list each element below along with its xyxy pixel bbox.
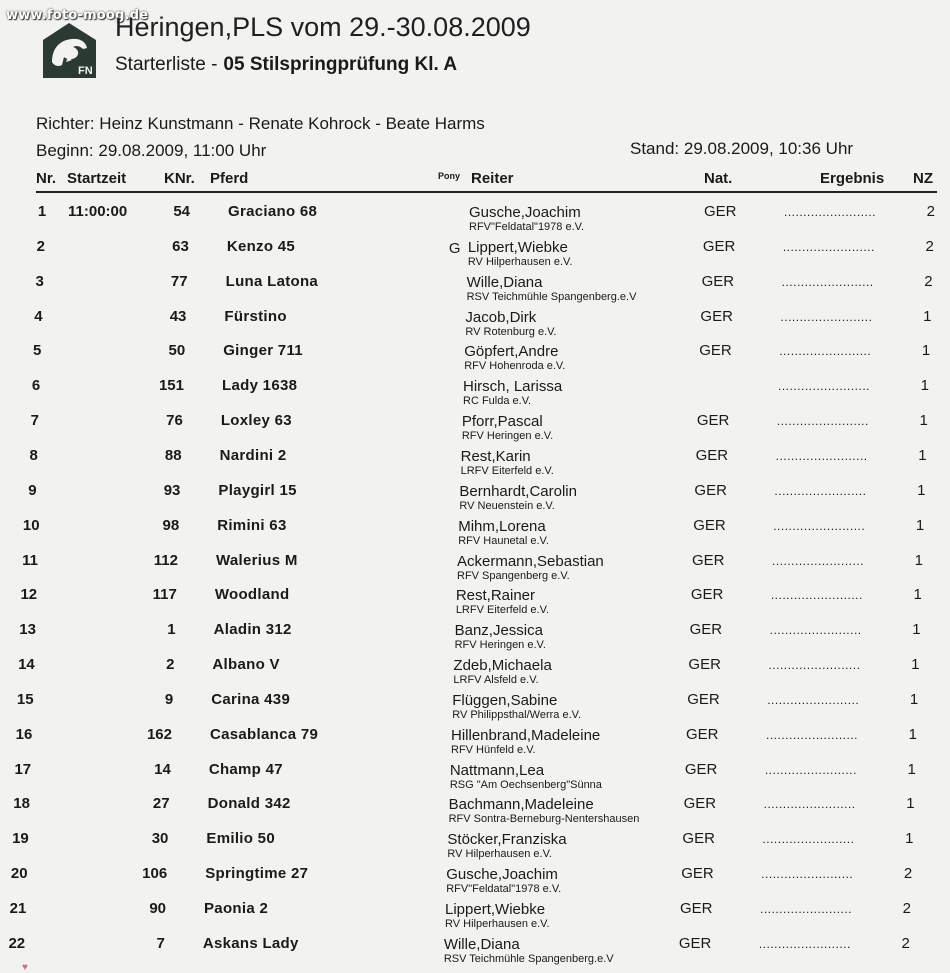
- table-row: [0, 235, 949, 269]
- nz-value: 1: [919, 412, 928, 430]
- rider-name: Rest,Rainer: [455, 587, 536, 605]
- horse-name: Playgirl 15: [218, 481, 297, 499]
- horse-name: Ginger 711: [223, 342, 303, 360]
- result-field: ........................: [762, 832, 855, 847]
- horse-name: Nardini 2: [219, 446, 287, 464]
- begin-time: Beginn: 29.08.2009, 11:00 Uhr: [36, 141, 267, 160]
- horse-name: Paonia 2: [204, 900, 269, 917]
- horse-name: Woodland: [214, 586, 290, 604]
- table-row: [0, 374, 944, 408]
- nz-value: 1: [915, 516, 925, 534]
- table-row: [0, 827, 928, 861]
- head-number: 76: [166, 412, 183, 430]
- head-number: 54: [173, 203, 190, 220]
- table-row: [0, 688, 933, 722]
- nz-value: 1: [912, 621, 921, 639]
- nz-value: 2: [925, 237, 934, 255]
- rider-name: Pforr,Pascal: [461, 413, 543, 431]
- nz-value: 1: [907, 760, 916, 778]
- nz-value: 1: [920, 377, 929, 395]
- nz-value: 2: [924, 272, 933, 290]
- table-row: [0, 583, 937, 617]
- nz-value: 1: [921, 342, 931, 360]
- result-field: ........................: [772, 553, 865, 568]
- row-number: 18: [13, 795, 30, 813]
- table-row: [0, 200, 950, 234]
- table-row: [0, 444, 942, 478]
- horse-name: Casablanca 79: [210, 725, 319, 743]
- nationality: GER: [700, 307, 733, 325]
- row-number: 20: [10, 865, 28, 883]
- subtitle-prefix: Starterliste -: [115, 54, 218, 75]
- rider-club: RSG "Am Oechsenberg"Sünna: [449, 778, 602, 791]
- head-number: 63: [172, 237, 189, 255]
- rider-club: RFV Sontra-Berneburg-Nentershausen: [448, 813, 640, 826]
- row-number: 21: [9, 900, 27, 917]
- row-number: 4: [34, 307, 43, 325]
- result-field: ........................: [769, 623, 862, 638]
- horse-name: Champ 47: [208, 760, 283, 778]
- head-number: 151: [158, 377, 184, 395]
- nz-value: 1: [905, 830, 914, 848]
- row-number: 6: [31, 377, 41, 395]
- rider-club: RSV Teichmühle Spangenberg.e.V: [443, 952, 614, 965]
- head-number: 30: [151, 830, 169, 848]
- row-number: 15: [16, 690, 34, 708]
- result-field: ........................: [774, 483, 867, 498]
- nationality: GER: [684, 760, 718, 778]
- rider-club: LRFV Eiterfeld e.V.: [460, 464, 554, 477]
- row-number: 11: [22, 551, 38, 569]
- result-field: ........................: [764, 762, 857, 777]
- header-nat: Nat.: [704, 170, 733, 187]
- result-field: ........................: [779, 344, 872, 359]
- header-ergebnis: Ergebnis: [820, 170, 885, 187]
- rider-club: RFV Hünfeld e.V.: [451, 743, 536, 756]
- nz-value: 1: [923, 307, 932, 325]
- result-field: ........................: [767, 692, 860, 707]
- heart-icon: ♥: [22, 962, 28, 973]
- result-field: ........................: [781, 274, 874, 289]
- rider-club: RV Rotenburg e.V.: [465, 325, 557, 338]
- row-number: 12: [20, 586, 38, 604]
- competition-name: 05 Stilspringprüfung Kl. A: [223, 54, 458, 75]
- rider-club: RFV Heringen e.V.: [461, 430, 554, 443]
- rider-name: Mihm,Lorena: [458, 517, 546, 535]
- result-field: ........................: [776, 414, 869, 429]
- judges-line: Richter: Heinz Kunstmann - Renate Kohrock - Beate Harms: [36, 114, 485, 133]
- nationality: GER: [687, 690, 720, 708]
- nationality: GER: [692, 551, 725, 569]
- watermark: www.foto-moog.de: [6, 8, 149, 23]
- row-number: 7: [30, 412, 39, 430]
- result-field: ........................: [784, 205, 877, 219]
- row-number: 16: [15, 725, 33, 743]
- nz-value: 1: [909, 690, 919, 708]
- nationality: GER: [683, 795, 717, 813]
- row-number: 9: [28, 481, 37, 499]
- head-number: 117: [152, 586, 177, 604]
- result-field: ........................: [763, 797, 856, 812]
- nationality: GER: [696, 412, 730, 430]
- row-number: 1: [37, 203, 47, 220]
- rider-name: Bernhardt,Carolin: [459, 482, 577, 500]
- rider-name: Hirsch, Larissa: [463, 378, 563, 396]
- row-number: 3: [35, 272, 44, 290]
- table-row: [0, 270, 948, 304]
- rider-name: Nattmann,Lea: [449, 761, 545, 779]
- header-pferd: Pferd: [210, 170, 249, 187]
- rider-club: LRFV Alsfeld e.V.: [453, 674, 539, 687]
- head-number: 162: [146, 725, 172, 743]
- horse-name: Askans Lady: [202, 934, 299, 952]
- rider-club: RFV"Feldatal"1978 e.V.: [469, 221, 585, 233]
- horse-name: Carina 439: [211, 690, 291, 708]
- horse-name: Kenzo 45: [226, 237, 296, 255]
- rider-name: Rest,Karin: [460, 447, 531, 465]
- horse-name: Springtime 27: [205, 865, 309, 883]
- nz-value: 1: [911, 656, 920, 674]
- head-number: 88: [164, 446, 182, 464]
- result-field: ........................: [766, 727, 859, 742]
- horse-name: Loxley 63: [220, 412, 292, 430]
- nationality: GER: [694, 481, 727, 499]
- rider-name: Gusche,Joachim: [469, 204, 581, 221]
- horse-name: Graciano 68: [228, 203, 318, 220]
- nationality: GER: [695, 446, 729, 464]
- rider-club: RV Philippsthal/Werra e.V.: [452, 708, 582, 721]
- head-number: 27: [152, 795, 170, 813]
- rider-club: RV Hilperhausen e.V.: [447, 848, 552, 861]
- nationality: GER: [688, 656, 721, 674]
- result-field: ........................: [780, 309, 873, 324]
- rider-club: RFV Haunetal e.V.: [458, 534, 549, 547]
- horse-name: Walerius M: [216, 551, 298, 569]
- rider-name: Ackermann,Sebastian: [457, 552, 604, 570]
- result-field: ........................: [770, 588, 863, 603]
- result-field: ........................: [758, 936, 851, 951]
- rider-name: Gusche,Joachim: [446, 866, 558, 884]
- rider-club: LRFV Eiterfeld e.V.: [455, 604, 549, 617]
- row-number: 10: [22, 516, 40, 534]
- header-pony: Pony: [438, 171, 461, 181]
- rider-name: Wille,Diana: [443, 935, 520, 953]
- nationality: GER: [704, 203, 737, 220]
- nationality: GER: [690, 586, 724, 604]
- head-number: 90: [149, 900, 166, 917]
- horse-name: Donald 342: [207, 795, 291, 813]
- page-title: Heringen,PLS vom 29.-30.08.2009: [115, 12, 531, 42]
- nz-value: 1: [917, 481, 926, 499]
- rider-name: Bachmann,Madeleine: [448, 796, 594, 814]
- nz-value: 1: [908, 725, 917, 743]
- head-number: 2: [166, 656, 175, 674]
- nz-value: 1: [918, 446, 927, 464]
- nationality: GER: [682, 830, 715, 848]
- rider-name: Jacob,Dirk: [465, 308, 537, 326]
- rider-name: Zdeb,Michaela: [453, 657, 552, 675]
- rider-club: RFV Spangenberg e.V.: [457, 569, 570, 582]
- logo-text: FN: [78, 65, 93, 77]
- row-number: 8: [29, 446, 38, 464]
- rider-name: Lippert,Wiebke: [467, 238, 568, 256]
- rider-club: RC Fulda e.V.: [463, 395, 532, 408]
- rider-name: Hillenbrand,Madeleine: [451, 726, 601, 744]
- nationality: GER: [681, 865, 714, 883]
- nz-value: 1: [913, 586, 922, 604]
- rider-club: RFV Hohenroda e.V.: [464, 360, 566, 373]
- table-row: [0, 479, 940, 513]
- nationality: GER: [689, 621, 723, 639]
- nationality: GER: [680, 900, 713, 917]
- result-field: ........................: [768, 658, 861, 673]
- result-field: ........................: [761, 867, 854, 882]
- table-row: [0, 723, 932, 757]
- nationality: GER: [701, 272, 735, 290]
- table-row: [0, 862, 927, 896]
- table-row: [0, 897, 926, 931]
- head-number: 93: [163, 481, 181, 499]
- nz-value: 2: [903, 865, 913, 883]
- table-row: [0, 932, 925, 966]
- head-number: 50: [168, 342, 186, 360]
- rider-club: RV Neuenstein e.V.: [459, 499, 555, 512]
- table-row: [0, 339, 945, 373]
- nationality: GER: [686, 725, 719, 743]
- table-row: [0, 409, 943, 443]
- rider-club: RV Hilperhausen e.V.: [445, 918, 550, 930]
- pony-flag: G: [448, 239, 461, 257]
- nz-value: 2: [902, 900, 911, 917]
- nationality: GER: [678, 934, 712, 952]
- header-startzeit: Startzeit: [67, 170, 127, 187]
- horse-name: Emilio 50: [206, 830, 275, 848]
- nz-value: 2: [926, 203, 935, 220]
- row-number: 2: [36, 237, 45, 255]
- horse-name: Aladin 312: [213, 621, 292, 639]
- rider-name: Stöcker,Franziska: [447, 831, 567, 849]
- header-reiter: Reiter: [471, 170, 514, 187]
- table-row: [0, 653, 934, 687]
- start-time: 11:00:00: [68, 203, 128, 220]
- nationality: GER: [693, 516, 726, 534]
- rider-club: RV Hilperhausen e.V.: [467, 255, 573, 268]
- head-number: 14: [154, 760, 171, 778]
- row-number: 5: [33, 342, 42, 360]
- nz-value: 1: [906, 795, 915, 813]
- head-number: 98: [162, 516, 180, 534]
- rider-name: Wille,Diana: [466, 273, 543, 291]
- table-row: [0, 758, 931, 792]
- head-number: 7: [156, 934, 165, 952]
- result-field: ........................: [773, 518, 866, 533]
- result-field: ........................: [775, 448, 868, 463]
- head-number: 77: [170, 272, 188, 290]
- rider-name: Flüggen,Sabine: [452, 691, 558, 709]
- head-number: 1: [167, 621, 176, 639]
- table-row: [0, 618, 936, 652]
- rider-name: Lippert,Wiebke: [445, 901, 546, 918]
- row-number: 14: [18, 656, 35, 674]
- row-number: 13: [19, 621, 36, 639]
- row-number: 17: [14, 760, 32, 778]
- result-field: ........................: [778, 379, 871, 394]
- rider-name: Banz,Jessica: [454, 622, 543, 640]
- rider-name: Göpfert,Andre: [464, 343, 559, 361]
- row-number: 22: [8, 934, 26, 952]
- head-number: 112: [153, 551, 178, 569]
- table-row: [0, 792, 930, 826]
- rider-club: RFV Heringen e.V.: [454, 639, 546, 652]
- table-row: [0, 305, 946, 339]
- nz-value: 2: [901, 934, 910, 952]
- header-nr: Nr.: [36, 170, 57, 187]
- nz-value: 1: [914, 551, 923, 569]
- horse-name: Lady 1638: [222, 377, 298, 395]
- horse-name: Luna Latona: [225, 272, 319, 290]
- horse-name: Albano V: [212, 656, 280, 674]
- horse-name: Rimini 63: [217, 516, 287, 534]
- rider-club: RFV"Feldatal"1978 e.V.: [446, 883, 562, 896]
- header-nz: NZ: [913, 170, 933, 187]
- head-number: 9: [164, 690, 174, 708]
- stand-time: Stand: 29.08.2009, 10:36 Uhr: [630, 139, 854, 158]
- horse-name: Fürstino: [224, 307, 287, 325]
- nationality: GER: [702, 237, 736, 255]
- table-row: [0, 514, 939, 548]
- row-number: 19: [12, 830, 29, 848]
- result-field: ........................: [782, 239, 875, 254]
- head-number: 43: [169, 307, 187, 325]
- head-number: 106: [142, 865, 168, 883]
- rider-club: RSV Teichmühle Spangenberg.e.V: [466, 290, 637, 303]
- result-field: ........................: [760, 902, 853, 916]
- header-knr: KNr.: [164, 170, 195, 187]
- nationality: GER: [699, 342, 732, 360]
- table-row: [0, 549, 938, 583]
